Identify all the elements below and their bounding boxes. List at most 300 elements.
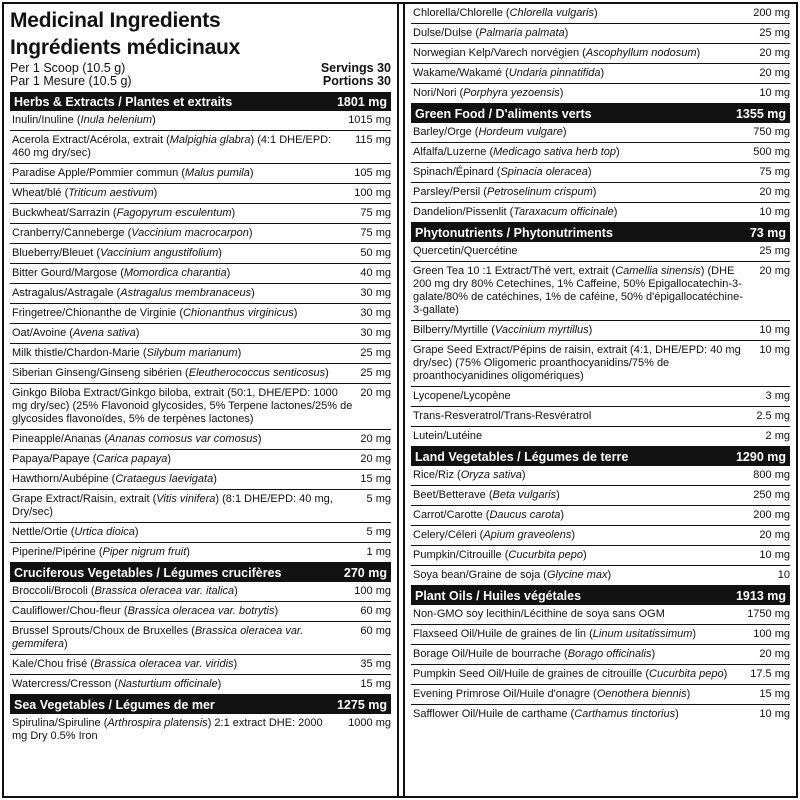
- ingredient-latin-name: Vitis vinifera: [156, 493, 216, 505]
- ingredient-name: Astragalus/Astragale (Astragalus membranaceus): [12, 287, 255, 299]
- ingredient-row: [411, 84, 790, 104]
- ingredient-common-name: Buckwheat/Sarrazin: [12, 207, 110, 219]
- ingredient-name: [413, 390, 766, 403]
- ingredient-name: Kale/Chou frisé (Brassica oleracea var. viridis): [12, 658, 238, 670]
- ingredient-name: [413, 608, 747, 621]
- ingredient-common-name: Fringetree/Chionanthe de Virginie: [12, 307, 177, 319]
- ingredient-row: [10, 204, 391, 224]
- ingredient-amount: 10 mg: [759, 87, 790, 99]
- ingredient-common-name: Trans-Resveratrol/Trans-Resvératrol: [413, 410, 592, 422]
- ingredient-common-name: Cranberry/Canneberge: [12, 227, 125, 239]
- ingredient-name: Watercress/Cresson (Nasturtium officinale): [12, 678, 222, 690]
- section-title: Land Vegetables / Légumes de terre: [415, 449, 629, 464]
- ingredient-latin-name: Carica papaya: [96, 453, 168, 465]
- ingredient-name: Cranberry/Canneberge (Vaccinium macrocarpon): [12, 227, 253, 239]
- ingredient-amount: 10: [777, 569, 790, 581]
- ingredient-row: [411, 566, 790, 586]
- ingredient-amount: 75 mg: [360, 207, 391, 219]
- right-column: [403, 4, 796, 796]
- ingredient-common-name: Safflower Oil/Huile de carthame: [413, 708, 568, 720]
- ingredients-panel: [2, 2, 798, 798]
- serving-size-french: Par 1 Mesure (10.5 g): [10, 74, 132, 88]
- section-header: [411, 223, 790, 242]
- ingredient-common-name: Kale/Chou frisé: [12, 658, 88, 670]
- ingredient-amount: 115 mg: [355, 134, 391, 146]
- ingredient-name: Cauliflower/Chou-fleur (Brassica oleracea var. botrytis): [12, 605, 279, 617]
- ingredient-common-name: Lycopene/Lycopène: [413, 390, 511, 402]
- ingredient-row: [10, 582, 391, 602]
- ingredient-row: [10, 364, 391, 384]
- ingredient-row: [411, 486, 790, 506]
- ingredient-latin-name: Hordeum vulgare: [478, 126, 563, 138]
- ingredient-common-name: Watercress/Cresson: [12, 678, 112, 690]
- ingredient-common-name: Nori/Nori: [413, 87, 457, 99]
- ingredient-name: [413, 245, 759, 258]
- ingredient-latin-name: Eleutherococcus senticosus: [188, 367, 326, 379]
- ingredient-common-name: Barley/Orge: [413, 126, 472, 138]
- ingredient-latin-name: Taraxacum officinale: [513, 206, 614, 218]
- ingredient-amount: 25 mg: [759, 245, 790, 257]
- ingredient-amount: 750 mg: [753, 126, 790, 138]
- ingredient-name: Borage Oil/Huile de bourrache (Borago officinalis): [413, 648, 656, 660]
- ingredient-latin-name: Malpighia glabra: [169, 134, 251, 146]
- ingredient-amount: 30 mg: [360, 307, 391, 319]
- ingredient-amount: 20 mg: [759, 67, 790, 79]
- ingredient-common-name: Dulse/Dulse: [413, 27, 473, 39]
- ingredient-common-name: Parsley/Persil: [413, 186, 481, 198]
- ingredient-row: [411, 242, 790, 262]
- section-header: [10, 92, 391, 111]
- ingredient-latin-name: Camellia sinensis: [615, 265, 701, 277]
- ingredient-amount: 1000 mg: [348, 717, 391, 729]
- ingredient-name: Milk thistle/Chardon-Marie (Silybum marianum): [12, 347, 242, 359]
- ingredient-latin-name: Chionanthus virginicus: [183, 307, 294, 319]
- title-english: Medicinal Ingredients: [10, 9, 221, 32]
- ingredient-name: [12, 387, 360, 426]
- ingredient-common-name: Piperine/Pipérine: [12, 546, 96, 558]
- ingredient-latin-name: Nasturtium officinale: [117, 678, 218, 690]
- ingredient-latin-name: Malus pumila: [185, 167, 250, 179]
- ingredient-latin-name: Crataegus laevigata: [115, 473, 214, 485]
- ingredient-amount: 30 mg: [360, 287, 391, 299]
- ingredient-amount: 2 mg: [765, 430, 790, 442]
- ingredient-name: Nettle/Ortie (Urtica dioica): [12, 526, 139, 538]
- ingredient-amount: 5 mg: [366, 526, 391, 538]
- ingredient-common-name: Pumpkin Seed Oil/Huile de graines de citrouille: [413, 668, 643, 680]
- ingredient-common-name: Astragalus/Astragale: [12, 287, 114, 299]
- ingredient-latin-name: Petroselinum crispum: [486, 186, 593, 198]
- ingredient-extract-info: (4:1 DHE/EPD: 460 mg dry/sec): [12, 134, 332, 159]
- ingredient-amount: 5 mg: [366, 493, 391, 505]
- section-header: [10, 695, 391, 714]
- section-total: 1355 mg: [735, 106, 786, 121]
- ingredient-name: Pineapple/Ananas (Ananas comosus var comosus): [12, 433, 262, 445]
- ingredient-latin-name: Daucus carota: [489, 509, 561, 521]
- ingredient-common-name: Papaya/Papaye: [12, 453, 90, 465]
- ingredient-latin-name: Inula helenium: [80, 114, 153, 126]
- ingredient-common-name: Dandelion/Pissenlit: [413, 206, 507, 218]
- ingredient-common-name: Oat/Avoine: [12, 327, 67, 339]
- ingredient-name: Nori/Nori (Porphyra yezoensis): [413, 87, 564, 99]
- ingredient-common-name: Celery/Céleri: [413, 529, 477, 541]
- ingredient-latin-name: Silybum marianum: [146, 347, 238, 359]
- ingredient-common-name: Hawthorn/Aubépine: [12, 473, 109, 485]
- ingredient-name: Blueberry/Bleuet (Vaccinium angustifolium): [12, 247, 222, 259]
- ingredient-name: Chlorella/Chlorelle (Chlorella vulgaris): [413, 7, 598, 19]
- ingredient-row: [10, 224, 391, 244]
- ingredient-common-name: Spinach/Épinard: [413, 166, 494, 178]
- ingredient-common-name: Non-GMO soy lecithin/Lécithine de soya sans OGM: [413, 608, 665, 620]
- ingredient-row: [411, 163, 790, 183]
- servings-count-french: Portions 30: [322, 74, 391, 88]
- ingredient-name: Spirulina/Spiruline (Arthrospira platensis) 2:1 extract DHE: 2000 mg Dry 0.5% Iron: [12, 717, 323, 742]
- section-title: Sea Vegetables / Légumes de mer: [14, 697, 215, 712]
- ingredient-latin-name: Linum usitatissimum: [592, 628, 693, 640]
- ingredient-amount: 15 mg: [360, 678, 391, 690]
- ingredient-amount: 100 mg: [354, 585, 391, 597]
- ingredient-common-name: Cauliflower/Chou-fleur: [12, 605, 121, 617]
- section-total: 1275 mg: [336, 697, 387, 712]
- ingredient-row: [10, 655, 391, 675]
- ingredient-name: Bilberry/Myrtille (Vaccinium myrtillus): [413, 324, 593, 336]
- ingredient-latin-name: Carthamus tinctorius: [574, 708, 676, 720]
- ingredient-name: [413, 344, 759, 383]
- ingredient-latin-name: Ascophyllum nodosum: [585, 47, 697, 59]
- left-column: [4, 4, 399, 796]
- ingredient-latin-name: Avena sativa: [72, 327, 136, 339]
- ingredient-amount: 10 mg: [759, 206, 790, 218]
- ingredient-amount: 17.5 mg: [750, 668, 790, 680]
- ingredient-common-name: Pineapple/Ananas: [12, 433, 102, 445]
- ingredient-common-name: Grape Seed Extract/Pépins de raisin, extrait (4:1, DHE/EPD: 40 mg dry/sec) (75% Oligomeric proanthocyanidins/75% de proanthocyanidines oligomériques): [413, 344, 741, 382]
- ingredient-row: [411, 466, 790, 486]
- ingredient-latin-name: Urtica dioica: [74, 526, 135, 538]
- section-total: 73 mg: [749, 225, 786, 240]
- ingredient-common-name: Soya bean/Graine de soja: [413, 569, 541, 581]
- ingredient-name: Evening Primrose Oil/Huile d'onagre (Oenothera biennis): [413, 688, 691, 700]
- ingredient-row: [411, 665, 790, 685]
- ingredient-latin-name: Borago officinalis: [567, 648, 652, 660]
- ingredient-row: [411, 143, 790, 163]
- ingredient-row: [411, 705, 790, 724]
- ingredient-common-name: Wheat/blé: [12, 187, 62, 199]
- ingredient-amount: 20 mg: [759, 648, 790, 660]
- ingredient-latin-name: Brassica oleracea var. botrytis: [127, 605, 275, 617]
- ingredient-row: [10, 430, 391, 450]
- ingredient-common-name: Bitter Gourd/Margose: [12, 267, 118, 279]
- ingredient-amount: 200 mg: [753, 7, 790, 19]
- ingredient-latin-name: Oryza sativa: [460, 469, 522, 481]
- ingredient-amount: 60 mg: [360, 625, 391, 637]
- section-header: [10, 563, 391, 582]
- ingredient-extract-info: (DHE 200 mg dry 80% Cetechines, 1% Caffeine, 50% Epigallocatechin-3-galate/80% de catéchines, 1% de caféine, 50% d'épigallocatéchine-3-gallate): [413, 265, 743, 316]
- ingredient-row: [10, 675, 391, 695]
- ingredient-amount: 20 mg: [360, 387, 391, 399]
- ingredient-row: [411, 183, 790, 203]
- ingredient-amount: 15 mg: [759, 688, 790, 700]
- ingredient-latin-name: Spinacia oleracea: [500, 166, 588, 178]
- ingredient-name: Oat/Avoine (Avena sativa): [12, 327, 140, 339]
- ingredient-name: Inulin/Inuline (Inula helenium): [12, 114, 156, 126]
- ingredient-row: [411, 645, 790, 665]
- ingredient-latin-name: Medicago sativa herb top: [493, 146, 617, 158]
- ingredient-name: Papaya/Papaye (Carica papaya): [12, 453, 172, 465]
- ingredient-amount: 20 mg: [360, 453, 391, 465]
- ingredient-common-name: Blueberry/Bleuet: [12, 247, 94, 259]
- ingredient-row: [411, 506, 790, 526]
- ingredient-amount: 20 mg: [759, 529, 790, 541]
- ingredient-amount: 40 mg: [360, 267, 391, 279]
- section-header: [411, 447, 790, 466]
- ingredient-amount: 1750 mg: [747, 608, 790, 620]
- ingredient-common-name: Norwegian Kelp/Varech norvégien: [413, 47, 580, 59]
- ingredient-row: [411, 625, 790, 645]
- ingredient-extract-info: 2:1 extract DHE: 2000 mg Dry 0.5% Iron: [12, 717, 323, 742]
- ingredient-row: [10, 543, 391, 563]
- ingredient-latin-name: Fagopyrum esculentum: [116, 207, 232, 219]
- ingredient-latin-name: Vaccinium myrtillus: [494, 324, 589, 336]
- ingredient-name: Carrot/Carotte (Daucus carota): [413, 509, 565, 521]
- ingredient-name: Grape Extract/Raisin, extrait (Vitis vinifera) (8:1 DHE/EPD: 40 mg, Dry/sec): [12, 493, 333, 518]
- ingredient-amount: 25 mg: [360, 367, 391, 379]
- serving-size-english: Per 1 Scoop (10.5 g): [10, 61, 126, 75]
- ingredient-name: Flaxseed Oil/Huile de graines de lin (Linum usitatissimum): [413, 628, 697, 640]
- ingredient-latin-name: Brassica oleracea var. italica: [94, 585, 235, 597]
- ingredient-name: Dulse/Dulse (Palmaria palmata): [413, 27, 569, 39]
- ingredient-name: Buckwheat/Sarrazin (Fagopyrum esculentum): [12, 207, 236, 219]
- section-header: [411, 586, 790, 605]
- ingredient-name: Broccoli/Brocoli (Brassica oleracea var. italica): [12, 585, 238, 597]
- ingredient-amount: 75 mg: [360, 227, 391, 239]
- ingredient-row: [10, 714, 391, 746]
- ingredient-common-name: Ginkgo Biloba Extract/Ginkgo biloba, extrait (50:1, DHE/EPD: 1000 mg dry/sec) (25% Flavonoid glycosides, 5% Terpene lactones/25% de glycosides flavonoïdes, 5% de terpènes lactones): [12, 387, 353, 425]
- ingredient-row: [10, 244, 391, 264]
- ingredient-amount: 50 mg: [360, 247, 391, 259]
- ingredient-amount: 10 mg: [759, 549, 790, 561]
- ingredient-name: Brussel Sprouts/Choux de Bruxelles (Brassica oleracea var. gemmifera): [12, 625, 304, 650]
- ingredient-amount: 20 mg: [360, 433, 391, 445]
- ingredient-row: [10, 470, 391, 490]
- section-title: Plant Oils / Huiles végétales: [415, 588, 582, 603]
- ingredient-common-name: Inulin/Inuline: [12, 114, 74, 126]
- serving-info: [10, 62, 391, 88]
- ingredient-amount: 1015 mg: [348, 114, 391, 126]
- ingredient-amount: 800 mg: [753, 469, 790, 481]
- ingredient-common-name: Quercetin/Quercétine: [413, 245, 518, 257]
- ingredient-row: [411, 407, 790, 427]
- ingredient-amount: 20 mg: [759, 186, 790, 198]
- ingredient-name: Barley/Orge (Hordeum vulgare): [413, 126, 567, 138]
- ingredient-row: [10, 622, 391, 655]
- ingredient-row: [10, 450, 391, 470]
- ingredient-row: [10, 304, 391, 324]
- ingredient-common-name: Nettle/Ortie: [12, 526, 68, 538]
- ingredient-row: [10, 324, 391, 344]
- ingredient-common-name: Green Tea 10 :1 Extract/Thé vert, extrait: [413, 265, 609, 277]
- ingredient-name: Parsley/Persil (Petroselinum crispum): [413, 186, 597, 198]
- ingredient-name: Fringetree/Chionanthe de Virginie (Chionanthus virginicus): [12, 307, 298, 319]
- ingredient-latin-name: Arthrospira platensis: [107, 717, 208, 729]
- ingredient-common-name: Rice/Riz: [413, 469, 454, 481]
- ingredient-row: [411, 4, 790, 24]
- ingredient-amount: 75 mg: [759, 166, 790, 178]
- ingredient-name: Dandelion/Pissenlit (Taraxacum officinale): [413, 206, 618, 218]
- servings-count-english: Servings 30: [320, 61, 391, 75]
- ingredient-common-name: Acerola Extract/Acérola, extrait: [12, 134, 164, 146]
- section-header: [411, 104, 790, 123]
- ingredient-common-name: Broccoli/Brocoli: [12, 585, 88, 597]
- ingredient-row: [10, 384, 391, 430]
- right-column-content: [411, 4, 790, 796]
- section-title: Herbs & Extracts / Plantes et extraits: [14, 94, 233, 109]
- ingredient-amount: 30 mg: [360, 327, 391, 339]
- ingredient-common-name: Siberian Ginseng/Ginseng sibérien: [12, 367, 182, 379]
- ingredient-row: [411, 44, 790, 64]
- ingredient-amount: 10 mg: [759, 324, 790, 336]
- ingredient-latin-name: Cucurbita pepo: [508, 549, 583, 561]
- ingredient-row: [10, 523, 391, 543]
- ingredient-latin-name: Momordica charantia: [123, 267, 227, 279]
- ingredient-name: Green Tea 10 :1 Extract/Thé vert, extrait (Camellia sinensis) (DHE 200 mg dry 80% Cetechines, 1% Caffeine, 50% Epigallocatechin-3-galate/80% de catéchines, 1% de caféine, 50% d'épigallocatéchine-3-gallate): [413, 265, 743, 316]
- ingredient-amount: 15 mg: [360, 473, 391, 485]
- ingredient-name: Soya bean/Graine de soja (Glycine max): [413, 569, 612, 581]
- ingredient-row: [10, 344, 391, 364]
- ingredient-common-name: Beet/Betterave: [413, 489, 486, 501]
- section-title: Phytonutrients / Phytonutriments: [415, 225, 613, 240]
- ingredient-name: Alfalfa/Luzerne (Medicago sativa herb top): [413, 146, 620, 158]
- ingredient-common-name: Alfalfa/Luzerne: [413, 146, 487, 158]
- ingredient-row: [10, 602, 391, 622]
- ingredient-latin-name: Chlorella vulgaris: [509, 7, 594, 19]
- ingredient-common-name: Milk thistle/Chardon-Marie: [12, 347, 140, 359]
- ingredient-common-name: Paradise Apple/Pommier commun: [12, 167, 179, 179]
- ingredient-common-name: Grape Extract/Raisin, extrait: [12, 493, 150, 505]
- section-title: Cruciferous Vegetables / Légumes crucifères: [14, 565, 282, 580]
- ingredient-row: [411, 64, 790, 84]
- ingredient-name: Hawthorn/Aubépine (Crataegus laevigata): [12, 473, 217, 485]
- ingredient-amount: 35 mg: [360, 658, 391, 670]
- ingredient-common-name: Flaxseed Oil/Huile de graines de lin: [413, 628, 587, 640]
- ingredient-name: Safflower Oil/Huile de carthame (Carthamus tinctorius): [413, 708, 679, 720]
- ingredient-latin-name: Brassica oleracea var. gemmifera: [12, 625, 304, 650]
- ingredient-latin-name: Cucurbita pepo: [649, 668, 724, 680]
- ingredient-common-name: Borage Oil/Huile de bourrache: [413, 648, 561, 660]
- ingredient-common-name: Evening Primrose Oil/Huile d'onagre: [413, 688, 590, 700]
- ingredient-amount: 100 mg: [354, 187, 391, 199]
- ingredient-name: Pumpkin Seed Oil/Huile de graines de citrouille (Cucurbita pepo): [413, 668, 728, 680]
- ingredient-row: [411, 24, 790, 44]
- ingredient-row: [10, 164, 391, 184]
- ingredient-name: Paradise Apple/Pommier commun (Malus pumila): [12, 167, 254, 179]
- ingredient-amount: 20 mg: [759, 47, 790, 59]
- ingredient-latin-name: Porphyra yezoensis: [463, 87, 560, 99]
- ingredient-name: Celery/Céleri (Apium graveolens): [413, 529, 576, 541]
- ingredient-amount: 10 mg: [759, 708, 790, 720]
- ingredient-row: [411, 526, 790, 546]
- ingredient-common-name: Bilberry/Myrtille: [413, 324, 489, 336]
- ingredient-row: [411, 341, 790, 387]
- ingredient-row: [10, 284, 391, 304]
- section-total: 1913 mg: [735, 588, 786, 603]
- ingredient-latin-name: Palmaria palmata: [479, 27, 565, 39]
- ingredient-name: Piperine/Pipérine (Piper nigrum fruit): [12, 546, 190, 558]
- ingredient-common-name: Carrot/Carotte: [413, 509, 483, 521]
- ingredient-row: [411, 203, 790, 223]
- ingredient-name: Pumpkin/Citrouille (Cucurbita pepo): [413, 549, 587, 561]
- ingredient-row: [10, 184, 391, 204]
- ingredient-name: Bitter Gourd/Margose (Momordica charantia): [12, 267, 231, 279]
- ingredient-name: Spinach/Épinard (Spinacia oleracea): [413, 166, 592, 178]
- ingredient-latin-name: Apium graveolens: [483, 529, 572, 541]
- ingredient-name: Beet/Betterave (Beta vulgaris): [413, 489, 560, 501]
- ingredient-row: [10, 490, 391, 523]
- section-total: 1801 mg: [336, 94, 387, 109]
- ingredient-amount: 25 mg: [360, 347, 391, 359]
- ingredient-row: [10, 264, 391, 284]
- ingredient-amount: 60 mg: [360, 605, 391, 617]
- ingredient-amount: 250 mg: [753, 489, 790, 501]
- ingredient-latin-name: Triticum aestivum: [68, 187, 154, 199]
- ingredient-amount: 100 mg: [753, 628, 790, 640]
- ingredient-amount: 500 mg: [753, 146, 790, 158]
- ingredient-row: [411, 685, 790, 705]
- section-total: 1290 mg: [735, 449, 786, 464]
- title-french: Ingrédients médicinaux: [10, 36, 241, 59]
- ingredient-name: Wheat/blé (Triticum aestivum): [12, 187, 158, 199]
- ingredient-amount: 25 mg: [759, 27, 790, 39]
- ingredient-name: Acerola Extract/Acérola, extrait (Malpighia glabra) (4:1 DHE/EPD: 460 mg dry/sec): [12, 134, 332, 159]
- ingredient-latin-name: Glycine max: [546, 569, 608, 581]
- ingredient-name: [413, 430, 766, 443]
- ingredient-common-name: Chlorella/Chlorelle: [413, 7, 503, 19]
- ingredient-amount: 200 mg: [753, 509, 790, 521]
- ingredient-latin-name: Oenothera biennis: [596, 688, 687, 700]
- ingredient-latin-name: Beta vulgaris: [492, 489, 557, 501]
- ingredient-latin-name: Vaccinium macrocarpon: [131, 227, 249, 239]
- ingredient-row: [10, 131, 391, 164]
- ingredient-amount: 20 mg: [759, 265, 790, 277]
- ingredient-name: Rice/Riz (Oryza sativa): [413, 469, 526, 481]
- ingredient-name: Siberian Ginseng/Ginseng sibérien (Eleutherococcus senticosus): [12, 367, 329, 379]
- ingredient-amount: 2.5 mg: [756, 410, 790, 422]
- ingredient-common-name: Wakame/Wakamé: [413, 67, 503, 79]
- ingredient-name: Norwegian Kelp/Varech norvégien (Ascophyllum nodosum): [413, 47, 701, 59]
- ingredient-common-name: Brussel Sprouts/Choux de Bruxelles: [12, 625, 189, 637]
- left-column-content: [10, 4, 391, 796]
- ingredient-latin-name: Piper nigrum fruit: [102, 546, 187, 558]
- ingredient-row: [411, 546, 790, 566]
- section-total: 270 mg: [343, 565, 387, 580]
- ingredient-latin-name: Brassica oleracea var. viridis: [93, 658, 234, 670]
- section-title: Green Food / D'aliments verts: [415, 106, 592, 121]
- ingredient-row: [411, 321, 790, 341]
- ingredient-name: Wakame/Wakamé (Undaria pinnatifida): [413, 67, 605, 79]
- ingredient-row: [411, 387, 790, 407]
- ingredient-amount: 1 mg: [366, 546, 391, 558]
- ingredient-latin-name: Undaria pinnatifida: [508, 67, 601, 79]
- ingredient-name: [413, 410, 756, 423]
- ingredient-row: [411, 605, 790, 625]
- ingredient-extract-info: (8:1 DHE/EPD: 40 mg, Dry/sec): [12, 493, 333, 518]
- ingredient-amount: 105 mg: [354, 167, 391, 179]
- ingredient-row: [411, 427, 790, 447]
- ingredient-row: [10, 111, 391, 131]
- ingredient-row: [411, 262, 790, 321]
- ingredient-common-name: Pumpkin/Citrouille: [413, 549, 502, 561]
- ingredient-common-name: Spirulina/Spiruline: [12, 717, 101, 729]
- ingredient-latin-name: Vaccinium angustifolium: [100, 247, 219, 259]
- ingredient-latin-name: Ananas comosus var comosus: [108, 433, 258, 445]
